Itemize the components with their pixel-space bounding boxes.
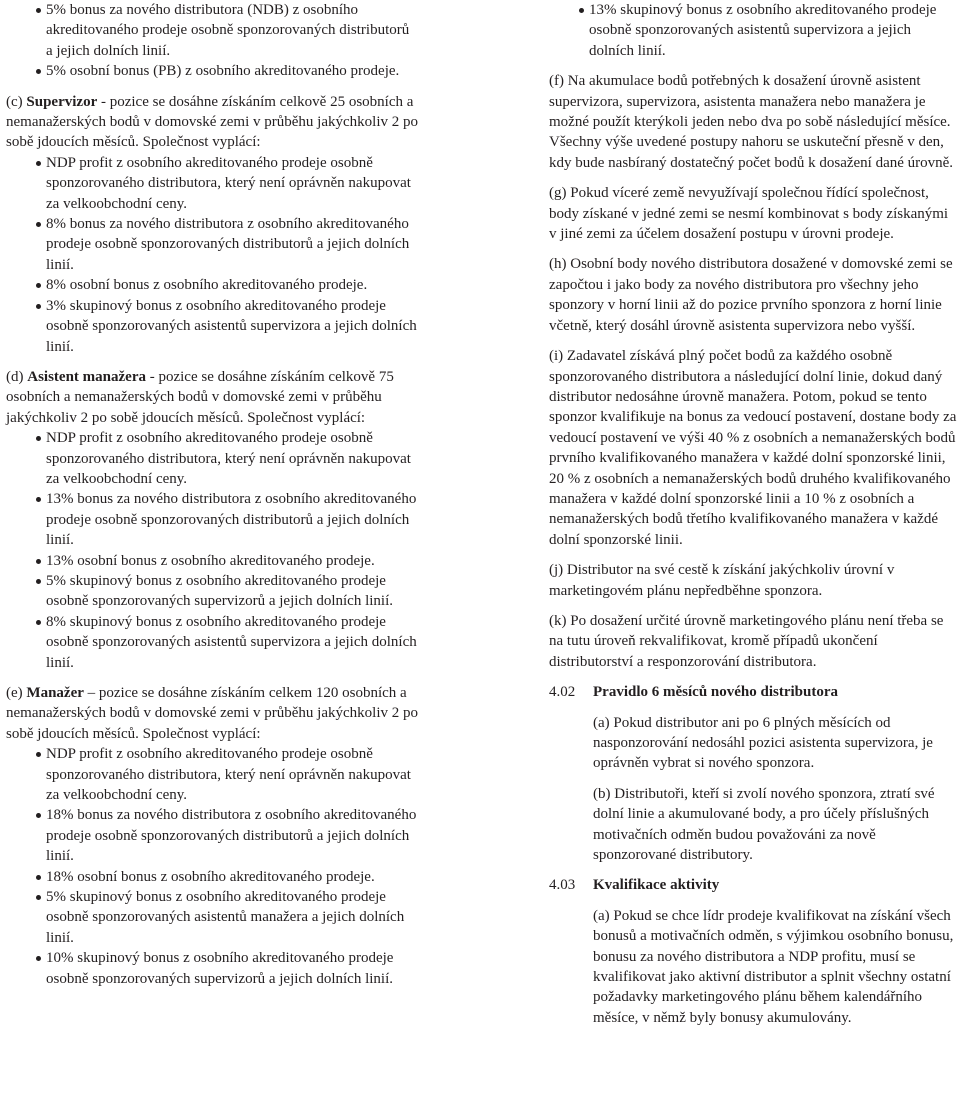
section-number: 4.03 (549, 877, 576, 894)
section-title: Pravidlo 6 měsíců nového distributora (593, 684, 839, 701)
list-item: 8% osobní bonus z osobního akreditovaného prodeje. (6, 275, 418, 295)
paragraph-g: (g) Pokud víceré země nevyužívají společnou řídící společnost, body získané v jedné zemi se nesmí kombinovat s body získanými v jiné zemi za účelem dosažení postupu v úrovni prodeje. (549, 185, 949, 243)
list-item: 13% osobní bonus z osobního akreditovaného prodeje. (6, 551, 418, 571)
section-title: Kvalifikace aktivity (593, 877, 720, 894)
list-item: NDP profit z osobního akreditovaného prodeje osobně sponzorovaného distributora, který není oprávněn nakupovat za velkoobchodní ceny. (6, 428, 418, 489)
section-heading-4-03 (549, 875, 957, 895)
paragraph-4-02-a: (a) Pokud distributor ani po 6 plných měsících od nasponzorování nedosáhl pozici asistenta supervizora, je oprávněn vybrat si nového sponzora. (593, 714, 933, 772)
section-e: (e) Manažer – pozice se dosáhne získáním celkem 120 osobních a nemanažerských bodů v domovské zemi v průběhu jakýchkoliv 2 po sobě jdoucích měsíců. Společnost vyplácí: (6, 685, 418, 742)
left-column (6, 0, 418, 989)
paragraph-h: (h) Osobní body nového distributora dosažené v domovské zemi se započtou i jako body za nového distributora pro všechny jeho sponzory v horní linii až do pozice prvního sponzora z horní linie včetně, který dosáhl úrovně asistenta supervizora nebo vyšší. (549, 256, 953, 334)
paragraph-j: (j) Distributor na své cestě k získání jakýchkoliv úrovní v marketingovém plánu nepředběhne sponzora. (549, 562, 895, 599)
list-item: 8% skupinový bonus z osobního akreditovaného prodeje osobně sponzorovaných asistentů supervizora a jejich dolních linií. (6, 612, 418, 673)
paragraph-4-03-a: (a) Pokud se chce lídr prodeje kvalifikovat na získání všech bonusů a motivačních odměn, s výjimkou osobního bonusu, bonusu za nového distributora a NDP profitu, musí se kvalifikovat jako aktivní distributor a splnit všechny ostatní požadavky marketingového plánu během kalendářního měsíce, v němž byly bonusy akumulovány. (593, 907, 954, 1026)
list-item: 18% osobní bonus z osobního akreditovaného prodeje. (6, 867, 418, 887)
right-column (549, 0, 957, 1028)
list-item: NDP profit z osobního akreditovaného prodeje osobně sponzorovaného distributora, který není oprávněn nakupovat za velkoobchodní ceny. (6, 744, 418, 805)
list-item: 5% skupinový bonus z osobního akreditovaného prodeje osobně sponzorovaných supervizorů a jejich dolních linií. (6, 571, 418, 612)
section-e-title: Manažer (26, 685, 84, 701)
section-heading-4-02 (549, 682, 957, 702)
paragraph-k: (k) Po dosažení určité úrovně marketingového plánu není třeba se na tutu úroveň rekvalifikovat, kromě případů ukončení distributorství a responzorování distributora. (549, 612, 944, 670)
section-d: (d) Asistent manažera - pozice se dosáhne získáním celkově 75 osobních a nemanažerských bodů v domovské zemi v průběhu jakýchkoliv 2 po sobě jdoucích měsíců. Společnost vyplácí: (6, 368, 394, 426)
list-item: 5% bonus za nového distributora (NDB) z osobního akreditovaného prodeje osobně sponzorovaných distributorů a jejich dolních linií. (6, 0, 418, 61)
paragraph-f: (f) Na akumulace bodů potřebných k dosažení úrovně asistent supervizora, supervizora, asistenta manažera nebo manažera je možné použít kterýkoli jeden nebo dva po sobě následující měsíce. Všechny výše uvedené postupy nahoru se uskuteční přesně v den, kdy bude nasbíraný dostatečný počet bodů k dosažení dané úrovně. (549, 73, 954, 171)
section-d-title: Asistent manažera (27, 368, 146, 385)
section-number: 4.02 (549, 684, 576, 701)
list-item: 5% osobní bonus (PB) z osobního akreditovaného prodeje. (6, 61, 418, 81)
list-item: NDP profit z osobního akreditovaného prodeje osobně sponzorovaného distributora, který není oprávněn nakupovat za velkoobchodní ceny. (6, 153, 418, 214)
list-item: 8% bonus za nového distributora z osobního akreditovaného prodeje osobně sponzorovaných distributorů a jejich dolních linií. (6, 214, 418, 275)
list-item: 3% skupinový bonus z osobního akreditovaného prodeje osobně sponzorovaných asistentů supervizora a jejich dolních linií. (6, 296, 418, 357)
section-c-title: Supervizor (26, 93, 98, 110)
list-item: 5% skupinový bonus z osobního akreditovaného prodeje osobně sponzorovaných asistentů manažera a jejich dolních linií. (6, 887, 418, 948)
paragraph-4-02-b: (b) Distributoři, kteří si zvolí nového sponzora, ztratí své dolní linie a akumulované body, a pro účely příslušných motivačních odměn budou považováni za nově sponzorované distributory. (593, 785, 935, 864)
list-item: 13% bonus za nového distributora z osobního akreditovaného prodeje osobně sponzorovaných distributorů a jejich dolních linií. (6, 489, 418, 550)
list-item: 13% skupinový bonus z osobního akreditovaného prodeje osobně sponzorovaných asistentů supervizora a jejich dolních linií. (549, 0, 957, 61)
paragraph-i: (i) Zadavatel získává plný počet bodů za každého osobně sponzorovaného distributora a následující dolní linie, dokud daný distributor nedosáhne úrovně manažera. Potom, pokud se tento sponzor kvalifikuje na bonus za vedoucí postavení, dostane body za vedoucí postavení ve výši 40 % z osobních a nemanažerských bodů prvního kvalifikovaného manažera v každé dolní sponzorské linii, 20 % z osobních a nemanažerských bodů druhého kvalifikovaného manažera v každé dolní sponzorské linii a 10 % z osobních a nemanažerských bodů třetího kvalifikovaného manažera v každé dolní sponzorské linii. (549, 348, 957, 548)
section-c: (c) Supervizor - pozice se dosáhne získáním celkově 25 osobních a nemanažerských bodů v domovské zemi v průběhu jakýchkoliv 2 po sobě jdoucích měsíců. Společnost vyplácí: (6, 93, 418, 151)
list-item: 10% skupinový bonus z osobního akreditovaného prodeje osobně sponzorovaných supervizorů a jejich dolních linií. (6, 948, 418, 989)
list-item: 18% bonus za nového distributora z osobního akreditovaného prodeje osobně sponzorovaných distributorů a jejich dolních linií. (6, 805, 418, 866)
